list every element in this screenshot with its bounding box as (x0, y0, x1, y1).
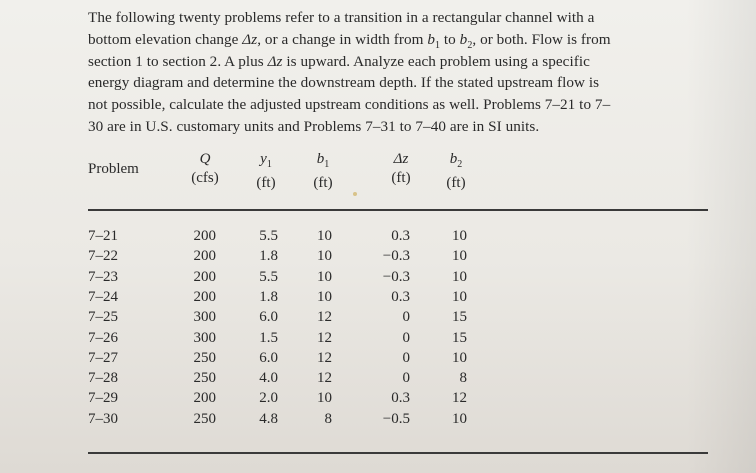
problem-intro-paragraph (88, 7, 702, 138)
table-cell-b1: 12 (317, 370, 332, 387)
delta-z-symbol: Δz (267, 52, 283, 70)
intro-line-1: The following twenty problems refer to a transition in a rectangular channel with a (88, 9, 595, 26)
table-cell-dz: 0.3 (391, 228, 410, 244)
table-cell-problem: 7–21 (88, 228, 118, 244)
intro-text: section 1 to section 2. A plus (88, 52, 268, 70)
intro-line-4: energy diagram and determine the downstream depth. If the stated upstream flow is (88, 74, 600, 92)
table-cell-problem: 7–22 (88, 248, 118, 265)
table-cell-q: 200 (193, 390, 216, 407)
header-b2-symbol: b (449, 151, 458, 167)
header-downstream-width (434, 150, 478, 193)
table-cell-b2: 10 (452, 248, 467, 265)
table-cell-dz: 0 (402, 370, 410, 387)
header-dz-symbol: Δz (393, 151, 409, 167)
header-b1-unit: (ft) (313, 175, 333, 191)
intro-line-2 (88, 29, 702, 51)
table-cell-y1: 2.0 (259, 390, 278, 407)
table-cell-b2: 10 (452, 410, 467, 427)
table-cell-dz: 0 (402, 349, 410, 366)
table-cell-y1: 6.0 (259, 309, 278, 326)
table-cell-problem: 7–26 (88, 329, 118, 346)
b1-subscript: 1 (435, 39, 441, 51)
table-cell-y1: 1.5 (259, 329, 278, 346)
table-cell-q: 250 (193, 349, 216, 366)
table-cell-q: 200 (193, 268, 216, 285)
intro-text: , or a change in width from (257, 30, 428, 48)
table-cell-y1: 4.0 (259, 370, 278, 387)
intro-line-6: 30 are in U.S. customary units and Problems 7–31 to 7–40 are in SI units. (88, 117, 540, 135)
table-cell-y1: 6.0 (259, 349, 278, 366)
table-cell-problem: 7–23 (88, 268, 118, 285)
table-cell-problem: 7–24 (88, 288, 118, 305)
header-flow-unit: (cfs) (191, 170, 219, 186)
table-cell-q: 250 (193, 370, 216, 387)
table-cell-b2: 10 (452, 288, 467, 305)
intro-text: , or both. Flow is from (472, 30, 611, 48)
header-y1-subscript: 1 (266, 159, 272, 170)
table-cell-y1: 1.8 (259, 248, 278, 265)
table-cell-b2: 10 (452, 349, 467, 366)
header-problem: Problem (88, 161, 139, 177)
table-cell-q: 200 (193, 288, 216, 305)
b2-symbol: b (459, 30, 468, 48)
header-flow-symbol: Q (199, 151, 211, 167)
table-cell-dz: −0.3 (382, 248, 410, 265)
header-dz-unit: (ft) (391, 170, 411, 186)
table-cell-dz: 0 (402, 329, 410, 346)
table-cell-b2: 15 (452, 329, 467, 346)
table-cell-dz: −0.3 (382, 268, 410, 285)
table-cell-dz: 0.3 (391, 390, 410, 407)
table-cell-b1: 12 (317, 349, 332, 366)
table-cell-y1: 4.8 (259, 410, 278, 427)
header-y1-symbol: y (260, 151, 267, 167)
table-cell-problem: 7–29 (88, 390, 118, 407)
table-cell-b2: 8 (459, 370, 467, 387)
table-cell-b2: 15 (452, 309, 467, 326)
header-upstream-width (303, 150, 343, 193)
header-b1-symbol: b (316, 151, 325, 167)
table-cell-b1: 8 (324, 410, 332, 427)
header-b2-subscript: 2 (457, 159, 463, 170)
header-b1-subscript: 1 (324, 159, 330, 170)
table-cell-dz: −0.5 (382, 410, 410, 427)
table-cell-b1: 10 (317, 288, 332, 305)
table-cell-dz: 0.3 (391, 288, 410, 305)
table-cell-problem: 7–30 (88, 410, 118, 427)
header-flow (180, 150, 230, 188)
table-cell-problem: 7–27 (88, 349, 118, 366)
table-cell-dz: 0 (402, 309, 410, 326)
table-cell-y1: 5.5 (259, 228, 278, 244)
table-cell-problem: 7–28 (88, 370, 118, 387)
table-cell-b1: 10 (317, 268, 332, 285)
table-cell-b1: 12 (317, 309, 332, 326)
table-header-rule (88, 209, 708, 211)
table-cell-b1: 10 (317, 248, 332, 265)
table-cell-q: 300 (193, 309, 216, 326)
ink-speck (353, 192, 357, 196)
table-cell-b1: 10 (317, 228, 332, 244)
header-b2-unit: (ft) (446, 175, 466, 191)
header-elevation-change (376, 150, 426, 188)
table-cell-y1: 5.5 (259, 268, 278, 285)
table-cell-q: 200 (193, 228, 216, 244)
table-cell-q: 300 (193, 329, 216, 346)
header-upstream-depth (244, 150, 288, 193)
table-cell-b2: 10 (452, 268, 467, 285)
intro-text: bottom elevation change (88, 30, 243, 48)
table-cell-b2: 12 (452, 390, 467, 407)
table-cell-problem: 7–25 (88, 309, 118, 326)
intro-line-5: not possible, calculate the adjusted upstream conditions as well. Problems 7–21 to 7– (88, 96, 611, 114)
table-cell-b2: 10 (452, 228, 467, 244)
table-cell-b1: 12 (317, 329, 332, 346)
b1-symbol: b (427, 30, 435, 48)
b2-subscript: 2 (467, 39, 473, 51)
table-cell-q: 250 (193, 410, 216, 427)
table-cell-y1: 1.8 (259, 288, 278, 305)
delta-z-symbol: Δz (242, 30, 258, 48)
header-y1-unit: (ft) (256, 175, 276, 191)
table-cell-b1: 10 (317, 390, 332, 407)
intro-text: is upward. Analyze each problem using a specific (282, 52, 590, 70)
intro-text: to (440, 30, 460, 48)
table-cell-q: 200 (193, 248, 216, 265)
intro-line-3 (88, 51, 702, 73)
table-bottom-rule (88, 452, 708, 454)
